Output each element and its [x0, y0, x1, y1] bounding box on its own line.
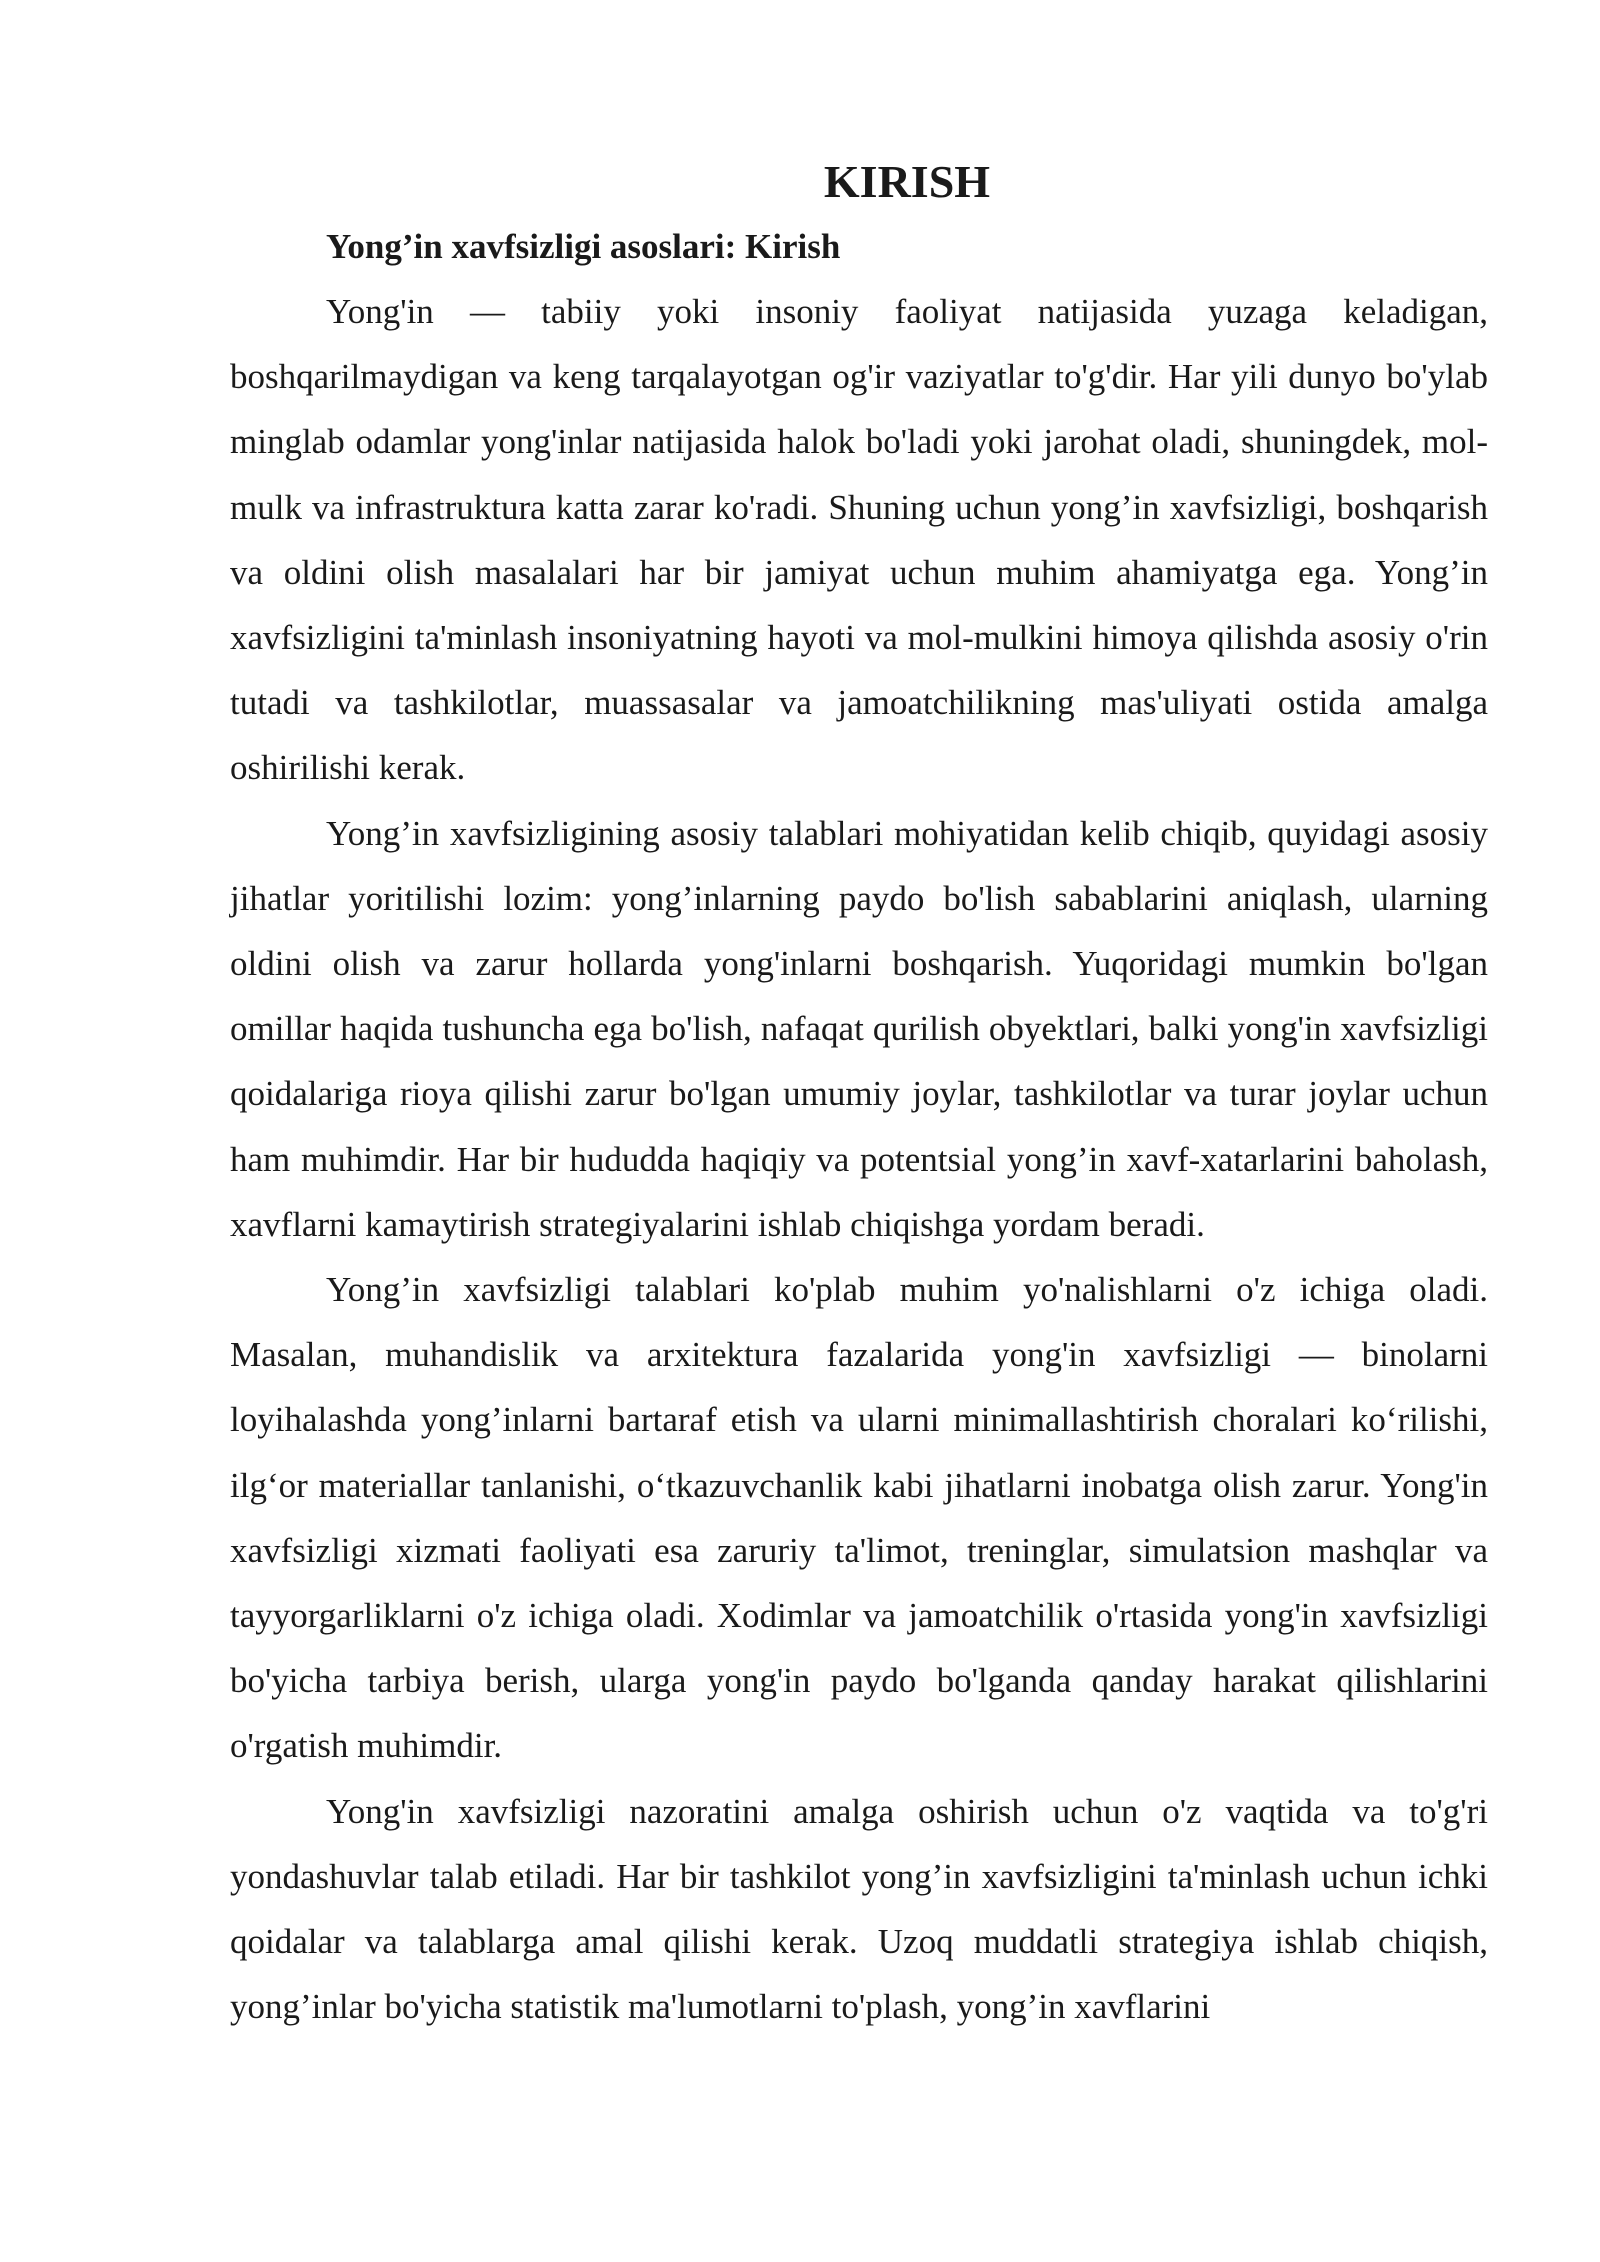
paragraph-4: Yong'in xavfsizligi nazoratini amalga oshirish uchun o'z vaqtida va to'g'ri yondashuvlar talab etiladi. Har bir tashkilot yong’in xavfsizligini ta'minlash uchun ichki qoidalar va talablarga amal qilishi kerak. Uzoq muddatli strategiya ishlab chiqish, yong’inlar bo'yicha statistik ma'lumotlarni to'plash, yong’in xavflarini: [230, 1791, 1488, 2027]
document-page: [230, 150, 1488, 2039]
page-title: KIRISH: [823, 156, 991, 207]
paragraph-1: Yong'in — tabiiy yoki insoniy faoliyat natijasida yuzaga keladigan, boshqarilmaydigan va keng tarqalayotgan og'ir vaziyatlar to'g'dir. Har yili dunyo bo'ylab minglab odamlar yong'inlar natijasida halok bo'ladi yoki jarohat oladi, shuningdek, mol-mulk va infrastruktura katta zarar ko'radi. Shuning uchun yong’in xavfsizligi, boshqarish va oldini olish masalalari har bir jamiyat uchun muhim ahamiyatga ega. Yong’in xavfsizligini ta'minlash insoniyatning hayoti va mol-mulkini himoya qilishda asosiy o'rin tutadi va tashkilotlar, muassasalar va jamoatchilikning mas'uliyati ostida amalga oshirilishi kerak.: [230, 292, 1488, 788]
paragraph-2: Yong’in xavfsizligining asosiy talablari mohiyatidan kelib chiqib, quyidagi asosiy jihatlar yoritilishi lozim: yong’inlarning paydo bo'lish sabablarini aniqlash, ularning oldini olish va zarur hollarda yong'inlarni boshqarish. Yuqoridagi mumkin bo'lgan omillar haqida tushuncha ega bo'lish, nafaqat qurilish obyektlari, balki yong'in xavfsizligi qoidalariga rioya qilishi zarur bo'lgan umumiy joylar, tashkilotlar va turar joylar uchun ham muhimdir. Har bir hududda haqiqiy va potentsial yong’in xavf-xatarlarini baholash, xavflarni kamaytirish strategiyalarini ishlab chiqishga yordam beradi.: [230, 813, 1488, 1244]
section-subtitle: Yong’in xavfsizligi asoslari: Kirish: [326, 227, 841, 266]
paragraph-3: Yong’in xavfsizligi talablari ko'plab muhim yo'nalishlarni o'z ichiga oladi. Masalan, muhandislik va arxitektura fazalarida yong'in xavfsizligi — binolarni loyihalashda yong’inlarni bartaraf etish va ularni minimallashtirish choralari ko‘rilishi, ilg‘or materiallar tanlanishi, o‘tkazuvchanlik kabi jihatlarni inobatga olish zarur. Yong'in xavfsizligi xizmati faoliyati esa zaruriy ta'limot, treninglar, simulatsion mashqlar va tayyorgarliklarni o'z ichiga oladi. Xodimlar va jamoatchilik o'rtasida yong'in xavfsizligi bo'yicha tarbiya berish, ularga yong'in paydo bo'lganda qanday harakat qilishlarini o'rgatish muhimdir.: [230, 1270, 1488, 1766]
